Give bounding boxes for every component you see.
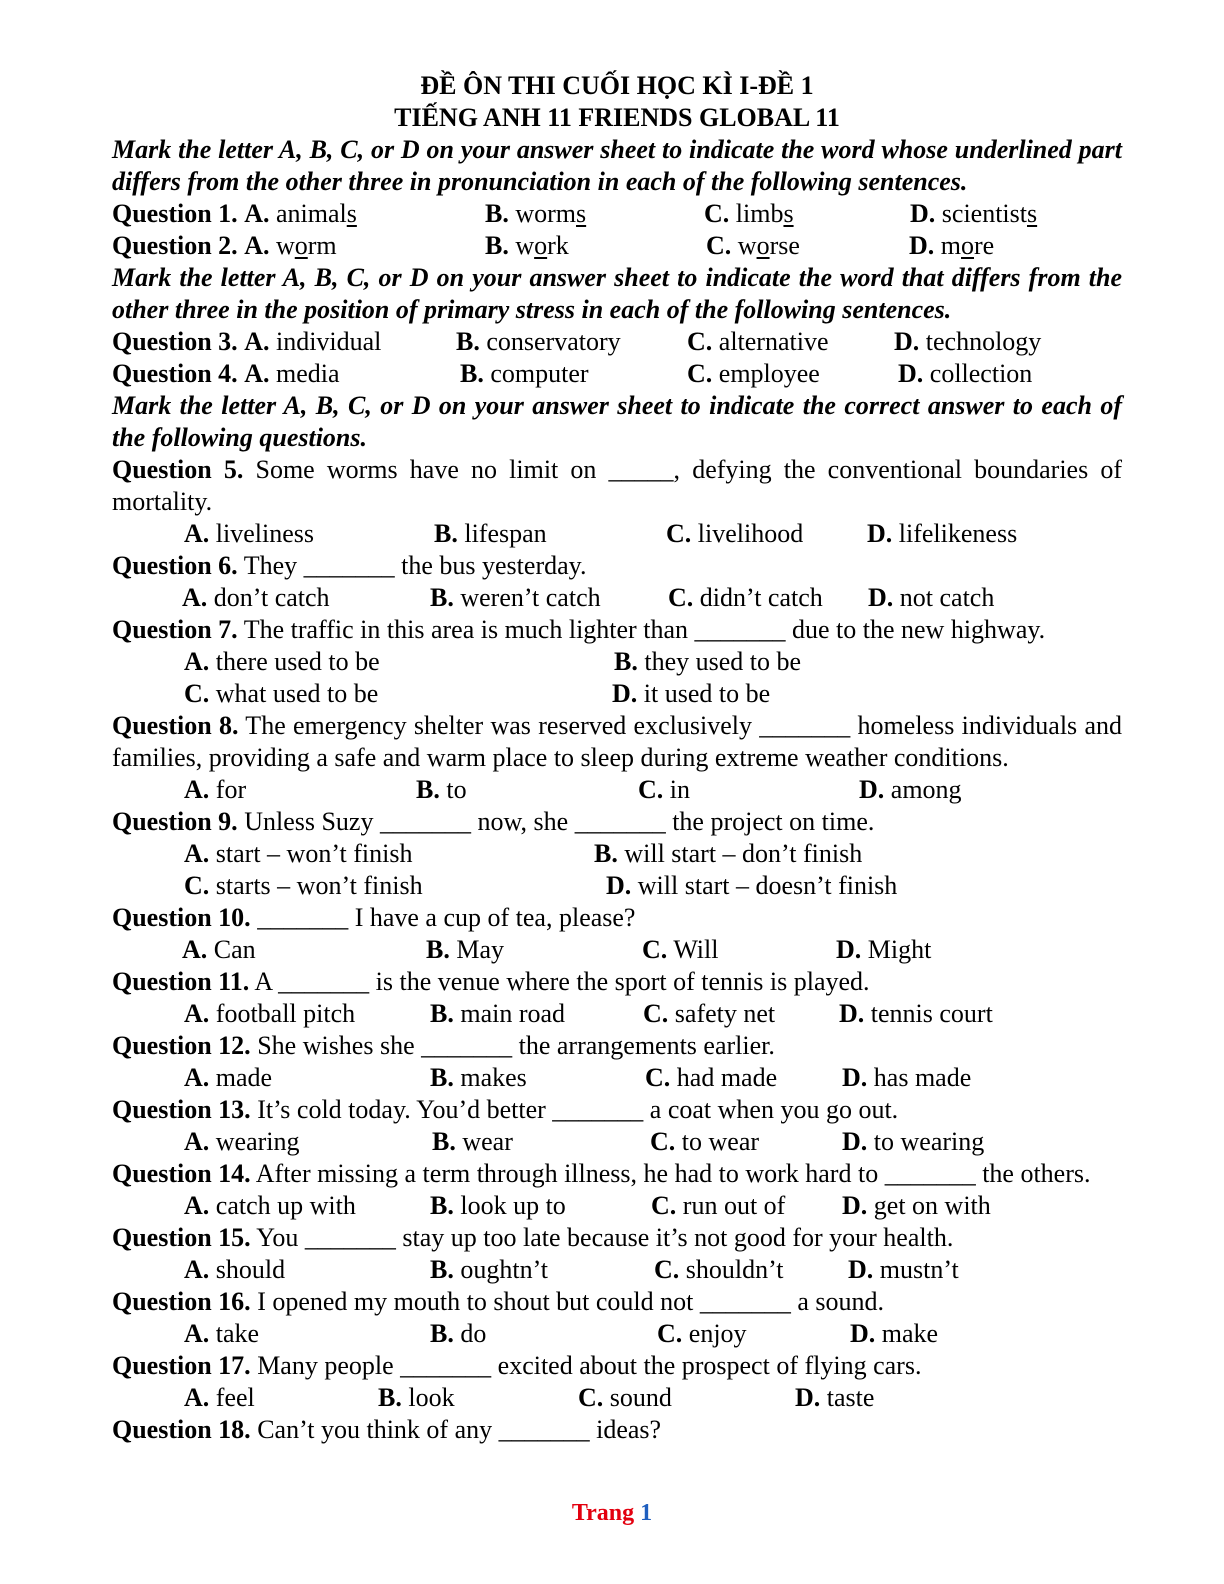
instruction-grammar: Mark the letter A, B, C, or D on your answer sheet to indicate the correct answer to each of the following questions. [112, 391, 1122, 452]
question-3: Question 3. A. individual B. conservatory C. alternative D. technology [112, 327, 1042, 356]
option-c: C. to wear [650, 1127, 760, 1156]
option-b: B. look up to [430, 1191, 566, 1220]
option-a: A. feel [184, 1383, 255, 1412]
question-10: Question 10. _______ I have a cup of tea, please? [112, 903, 636, 932]
question-14: Question 14. After missing a term through illness, he had to work hard to _______ the others. [112, 1159, 1091, 1188]
question-18: Question 18. Can’t you think of any _______ ideas? [112, 1415, 662, 1444]
question-9-options-row2 [112, 870, 1122, 902]
option-c: C. Will [642, 935, 719, 964]
option-c: C. employee [687, 359, 820, 388]
option-c: C. run out of [651, 1191, 786, 1220]
option-a: A. there used to be [184, 647, 380, 676]
option-a: A. for [184, 775, 247, 804]
question-7-options-row2 [112, 678, 1122, 710]
option-d: D. to wearing [842, 1127, 985, 1156]
question-10-options [112, 934, 1122, 966]
question-6-options [112, 582, 1122, 614]
option-b: B. makes [430, 1063, 527, 1092]
question-16: Question 16. I opened my mouth to shout but could not _______ a sound. [112, 1287, 885, 1316]
exam-title: ĐỀ ÔN THI CUỐI HỌC KÌ I-ĐỀ 1 [420, 71, 814, 100]
option-d: D. has made [842, 1063, 972, 1092]
option-a: A. don’t catch [182, 583, 330, 612]
question-16-options [112, 1318, 1122, 1350]
option-c: C. had made [645, 1063, 778, 1092]
option-d: D. it used to be [612, 679, 771, 708]
question-8: Question 8. The emergency shelter was reserved exclusively _______ homeless individuals and families, providing a safe and warm place to sleep during extreme weather conditions. [112, 711, 1122, 772]
option-c: C. limbs [704, 199, 794, 228]
question-12: Question 12. She wishes she _______ the arrangements earlier. [112, 1031, 775, 1060]
option-a: individual [275, 327, 382, 356]
option-a: A. liveliness [184, 519, 314, 548]
option-b: B. oughtn’t [430, 1255, 548, 1284]
option-c: C. starts – won’t finish [184, 871, 423, 900]
option-d: D. scientists [910, 199, 1038, 228]
option-b: B. they used to be [614, 647, 802, 676]
exam-subtitle: TIẾNG ANH 11 FRIENDS GLOBAL 11 [394, 103, 840, 132]
question-8-options [112, 774, 1122, 806]
option-b: B. worms [485, 199, 587, 228]
option-b: B. computer [460, 359, 589, 388]
question-6: Question 6. They _______ the bus yesterday. [112, 551, 587, 580]
question-11-options [112, 998, 1122, 1030]
option-a: A. catch up with [184, 1191, 356, 1220]
option-a: A. football pitch [184, 999, 356, 1028]
option-d: D. mustn’t [848, 1255, 959, 1284]
option-a: A. start – won’t finish [184, 839, 413, 868]
question-13: Question 13. It’s cold today. You’d better _______ a coat when you go out. [112, 1095, 899, 1124]
option-b: B. work [485, 231, 569, 260]
option-d: D. will start – doesn’t finish [606, 871, 898, 900]
option-c: C. livelihood [666, 519, 804, 548]
question-14-options [112, 1190, 1122, 1222]
question-label: Question 1. [112, 199, 238, 228]
option-d: D. technology [894, 327, 1042, 356]
question-17: Question 17. Many people _______ excited about the prospect of flying cars. [112, 1351, 922, 1380]
page-word: Trang [571, 1500, 635, 1526]
question-9: Question 9. Unless Suzy _______ now, she _______ the project on time. [112, 807, 875, 836]
question-11: Question 11. A _______ is the venue where the sport of tennis is played. [112, 967, 870, 996]
option-b: B. May [426, 935, 505, 964]
page-footer [0, 1500, 1224, 1527]
question-5: Question 5. Some worms have no limit on _____, defying the conventional boundaries of mortality. [112, 455, 1123, 516]
question-12-options [112, 1062, 1122, 1094]
option-b: B. will start – don’t finish [594, 839, 863, 868]
option-d: D. tennis court [839, 999, 993, 1028]
option-c: C. enjoy [657, 1319, 747, 1348]
question-15: Question 15. You _______ stay up too late because it’s not good for your health. [112, 1223, 954, 1252]
instruction-pronunciation: Mark the letter A, B, C, or D on your answer sheet to indicate the word whose underlined part differs from the other three in pronunciation in each of the following sentences. [112, 135, 1122, 196]
option-d: D. get on with [842, 1191, 991, 1220]
option-b: B. look [378, 1383, 455, 1412]
option-a: A. made [184, 1063, 273, 1092]
option-a: A. take [184, 1319, 260, 1348]
option-b: B. conservatory [456, 327, 621, 356]
option-b: B. lifespan [434, 519, 547, 548]
option-d: D. taste [795, 1383, 875, 1412]
option-d: D. not catch [868, 583, 995, 612]
question-15-options [112, 1254, 1122, 1286]
question-5-options [112, 518, 1122, 550]
option-a: A. should [184, 1255, 286, 1284]
option-b: B. do [430, 1319, 487, 1348]
question-9-options-row1 [112, 838, 1122, 870]
option-a: A. wearing [184, 1127, 300, 1156]
question-13-options [112, 1126, 1122, 1158]
question-1: Question 1. A. animals B. worms C. limbs D. scientists [112, 199, 1038, 228]
option-c: C. in [638, 775, 691, 804]
option-c: C. what used to be [184, 679, 379, 708]
option-b: B. weren’t catch [430, 583, 601, 612]
option-b: B. to [416, 775, 467, 804]
option-c: C. safety net [643, 999, 776, 1028]
option-c: C. shouldn’t [654, 1255, 784, 1284]
question-4: Question 4. A. media B. computer C. employee D. collection [112, 359, 1033, 388]
page-number: 1 [640, 1500, 653, 1526]
option-c: C. didn’t catch [668, 583, 823, 612]
option-c: C. worse [706, 231, 800, 260]
option-d: D. among [859, 775, 962, 804]
question-7: Question 7. The traffic in this area is much lighter than _______ due to the new highway. [112, 615, 1046, 644]
option-a: worm [275, 231, 337, 260]
option-a: animals [275, 199, 357, 228]
option-d: D. collection [898, 359, 1033, 388]
question-17-options [112, 1382, 1122, 1414]
option-d: D. more [909, 231, 995, 260]
option-c: C. alternative [687, 327, 829, 356]
exam-page [112, 70, 1122, 1446]
option-c: C. sound [578, 1383, 672, 1412]
option-b: B. wear [432, 1127, 513, 1156]
question-label: Question 2. [112, 231, 238, 260]
question-2: Question 2. A. worm B. work C. worse D. more [112, 231, 995, 260]
option-a: media [275, 359, 340, 388]
question-7-options-row1 [112, 646, 1122, 678]
option-d: D. lifelikeness [867, 519, 1018, 548]
option-a: A. Can [182, 935, 256, 964]
instruction-stress: Mark the letter A, B, C, or D on your answer sheet to indicate the word that differs from the other three in the position of primary stress in each of the following sentences. [112, 263, 1122, 324]
option-d: D. make [850, 1319, 939, 1348]
option-d: D. Might [836, 935, 932, 964]
option-b: B. main road [430, 999, 566, 1028]
